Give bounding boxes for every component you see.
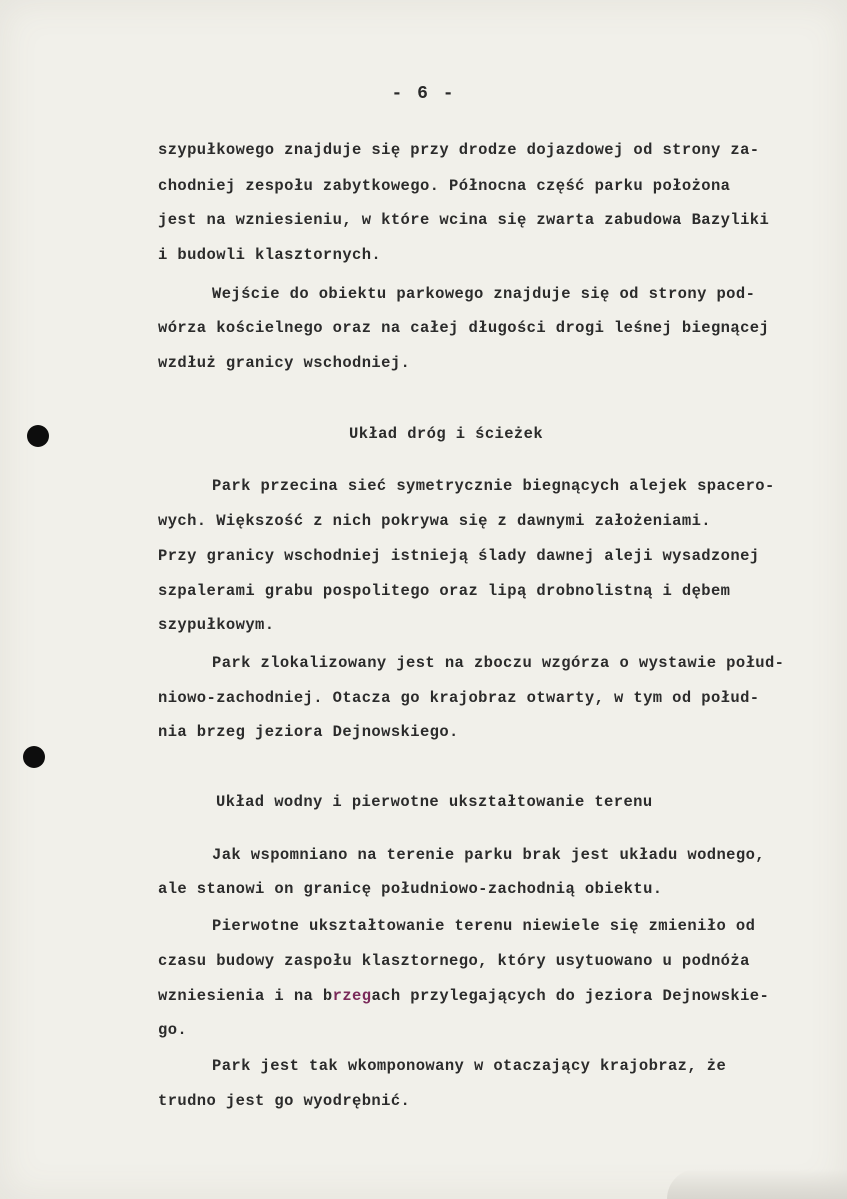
paragraph-1-line-3: jest na wzniesieniu, w które wcina się zwarta zabudowa Bazyliki xyxy=(158,211,770,229)
paragraph-4-line-2: niowo-zachodniej. Otacza go krajobraz otwarty, w tym od połud- xyxy=(158,689,760,707)
paragraph-3-line-1: Park przecina sieć symetrycznie biegnących alejek spacero- xyxy=(212,477,775,495)
paragraph-3-line-4: szpalerami grabu pospolitego oraz lipą drobnolistną i dębem xyxy=(158,582,731,600)
paragraph-5-line-2: ale stanowi on granicę południowo-zachodnią obiektu. xyxy=(158,880,663,898)
paragraph-5-line-1: Jak wspomniano na terenie parku brak jest układu wodnego, xyxy=(212,846,765,864)
section-heading-roads: Układ dróg i ścieżek xyxy=(349,425,544,443)
paragraph-1-line-4: i budowli klasztornych. xyxy=(158,246,382,264)
paragraph-2-line-2: wórza kościelnego oraz na całej długości drogi leśnej biegnącej xyxy=(158,319,770,337)
paragraph-3-line-2: wych. Większość z nich pokrywa się z dawnymi założeniami. xyxy=(158,512,711,530)
paragraph-3-line-3: Przy granicy wschodniej istnieją ślady dawnej aleji wysadzonej xyxy=(158,547,760,565)
punch-hole-lower xyxy=(23,746,45,768)
punch-hole-upper xyxy=(27,425,49,447)
paragraph-1-line-2: chodniej zespołu zabytkowego. Północna część parku położona xyxy=(158,177,731,195)
paragraph-6-line-3 xyxy=(158,987,769,1005)
paragraph-1-line-1: szypułkowego znajduje się przy drodze dojazdowej od strony za- xyxy=(158,141,760,159)
paragraph-3-line-5: szypułkowym. xyxy=(158,616,275,634)
paragraph-6-line-3-part-a: wzniesienia i na b xyxy=(158,987,333,1005)
paragraph-6-line-3-part-b: ach przylegających do jeziora Dejnowskie- xyxy=(371,987,770,1005)
paragraph-7-line-1: Park jest tak wkomponowany w otaczający krajobraz, że xyxy=(212,1057,727,1075)
paragraph-2-line-1: Wejście do obiektu parkowego znajduje się od strony pod- xyxy=(212,285,756,303)
paragraph-2-line-3: wzdłuż granicy wschodniej. xyxy=(158,354,411,372)
paragraph-6-line-2: czasu budowy zaspołu klasztornego, który usytuowano u podnóża xyxy=(158,952,750,970)
paragraph-6-line-4: go. xyxy=(158,1021,188,1039)
handwritten-correction: rzeg xyxy=(332,987,372,1005)
paragraph-6-line-1: Pierwotne ukształtowanie terenu niewiele się zmieniło od xyxy=(212,917,756,935)
section-heading-water: Układ wodny i pierwotne ukształtowanie terenu xyxy=(216,793,653,811)
paragraph-4-line-1: Park zlokalizowany jest na zboczu wzgórza o wystawie połud- xyxy=(212,654,785,672)
page-number: - 6 - xyxy=(391,84,456,104)
paragraph-4-line-3: nia brzeg jeziora Dejnowskiego. xyxy=(158,723,459,741)
page-edge-shadow xyxy=(667,1169,847,1199)
paragraph-7-line-2: trudno jest go wyodrębnić. xyxy=(158,1092,411,1110)
